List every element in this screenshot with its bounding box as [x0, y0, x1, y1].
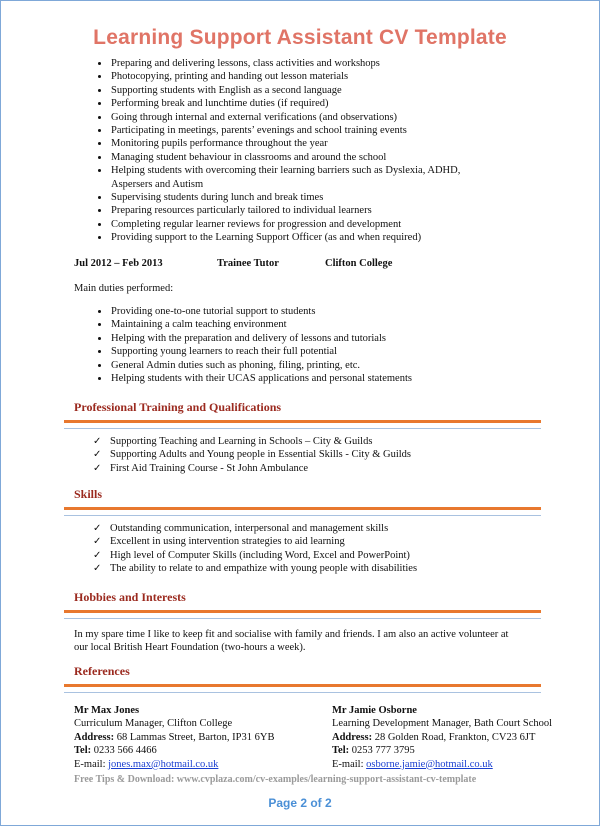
section-divider — [64, 684, 541, 687]
page-number: Page 2 of 2 — [268, 796, 332, 810]
reference-position: Curriculum Manager, Clifton College — [74, 718, 233, 730]
reference-tel: 0253 777 3795 — [351, 745, 415, 757]
duties-list-1 — [93, 57, 471, 245]
checkmark-icon: ✓ — [93, 436, 102, 447]
section-divider — [64, 420, 541, 423]
list-item: • Participating in meetings, parents’ evenings and school training events — [110, 124, 471, 137]
hobbies-heading: Hobbies and Interests — [74, 590, 186, 604]
list-item: ✓ High level of Computer Skills (including Word, Excel and PowerPoint) — [93, 549, 410, 561]
list-item: ✓ Outstanding communication, interpersonal and management skills — [93, 523, 389, 534]
job-role: Trainee Tutor — [217, 258, 279, 269]
hobbies-text: In my spare time I like to keep fit and socialise with family and friends. I am also an active volunteer at our local British Heart Foundation (two-hours a week). — [74, 629, 509, 654]
address-label: Address: — [74, 731, 115, 743]
list-item: • General Admin duties such as phoning, filing, printing, etc. — [110, 359, 412, 372]
list-item: • Helping students with their UCAS applications and personal statements — [110, 372, 412, 385]
list-item: • Supporting young learners to reach their full potential — [110, 345, 412, 358]
email-label: E-mail: — [332, 758, 364, 770]
list-item: ✓ Excellent in using intervention strategies to aid learning — [93, 536, 345, 548]
email-label: E-mail: — [74, 758, 106, 770]
list-item: • Photocopying, printing and handing out lesson materials — [110, 70, 471, 83]
tel-label: Tel: — [332, 745, 350, 757]
list-item: • Preparing and delivering lessons, class activities and workshops — [110, 57, 471, 70]
reference-email-link[interactable]: osborne.jamie@hotmail.co.uk — [366, 758, 493, 770]
section-divider — [64, 428, 541, 429]
list-item: • Going through internal and external verifications (and observations) — [110, 111, 471, 124]
list-item: • Managing student behaviour in classrooms and around the school — [110, 151, 471, 164]
duties-list-2 — [93, 305, 412, 385]
reference-tel: 0233 566 4466 — [93, 745, 157, 757]
checkmark-icon: ✓ — [93, 549, 102, 561]
tel-label: Tel: — [74, 745, 92, 757]
checkmark-icon: ✓ — [93, 462, 102, 474]
reference-address: 68 Lammas Street, Barton, IP31 6YB — [116, 731, 275, 743]
list-item: • Preparing resources particularly tailored to individual learners — [110, 204, 471, 217]
checkmark-icon: ✓ — [93, 536, 102, 548]
duties-intro: Main duties performed: — [74, 283, 174, 294]
list-item: • Maintaining a calm teaching environment — [110, 318, 412, 331]
footer-tips-link[interactable]: Free Tips & Download: www.cvplaza.com/cv-examples/learning-support-assistant-cv-template — [74, 774, 477, 785]
list-item: • Providing support to the Learning Support Officer (as and when required) — [110, 231, 471, 244]
reference-1 — [74, 704, 274, 771]
list-item: ✓ The ability to relate to and empathize with young people with disabilities — [93, 563, 418, 575]
job-dates: Jul 2012 – Feb 2013 — [74, 258, 163, 269]
reference-address: 28 Golden Road, Frankton, CV23 6JT — [374, 731, 536, 743]
list-item: • Monitoring pupils performance throughout the year — [110, 137, 471, 150]
reference-name: Mr Jamie Osborne — [332, 705, 417, 716]
list-item: • Supporting students with English as a second language — [110, 84, 471, 97]
section-divider — [64, 515, 541, 516]
address-label: Address: — [332, 731, 373, 743]
section-divider — [64, 507, 541, 510]
reference-position: Learning Development Manager, Bath Court School — [332, 718, 553, 730]
references-heading: References — [74, 664, 130, 678]
list-item: • Supervising students during lunch and break times — [110, 191, 471, 204]
list-item: • Completing regular learner reviews for progression and development — [110, 218, 471, 231]
checkmark-icon: ✓ — [93, 563, 102, 575]
reference-email-link[interactable]: jones.max@hotmail.co.uk — [108, 758, 219, 770]
section-divider — [64, 618, 541, 619]
skills-heading: Skills — [74, 487, 103, 501]
list-item: ✓ Supporting Teaching and Learning in Schools – City & Guilds — [93, 436, 373, 447]
list-item: • Helping students with overcoming their learning barriers such as Dyslexia, ADHD, Aspersers and Autism — [110, 164, 471, 191]
list-item: • Helping with the preparation and delivery of lessons and tutorials — [110, 332, 412, 345]
list-item: • Performing break and lunchtime duties (if required) — [110, 97, 471, 110]
list-item: ✓ First Aid Training Course - St John Ambulance — [93, 462, 309, 474]
reference-2 — [332, 704, 552, 771]
skills-list — [93, 522, 417, 576]
list-item: ✓ Supporting Adults and Young people in Essential Skills - City & Guilds — [93, 449, 412, 461]
reference-name: Mr Max Jones — [74, 705, 140, 716]
checkmark-icon: ✓ — [93, 449, 102, 461]
training-list — [93, 435, 411, 475]
checkmark-icon: ✓ — [93, 523, 102, 534]
training-heading: Professional Training and Qualifications — [74, 400, 282, 414]
section-divider — [64, 692, 541, 693]
page-title: Learning Support Assistant CV Template — [93, 26, 507, 49]
job-employer: Clifton College — [325, 258, 393, 269]
list-item: • Providing one-to-one tutorial support to students — [110, 305, 412, 318]
section-divider — [64, 610, 541, 613]
